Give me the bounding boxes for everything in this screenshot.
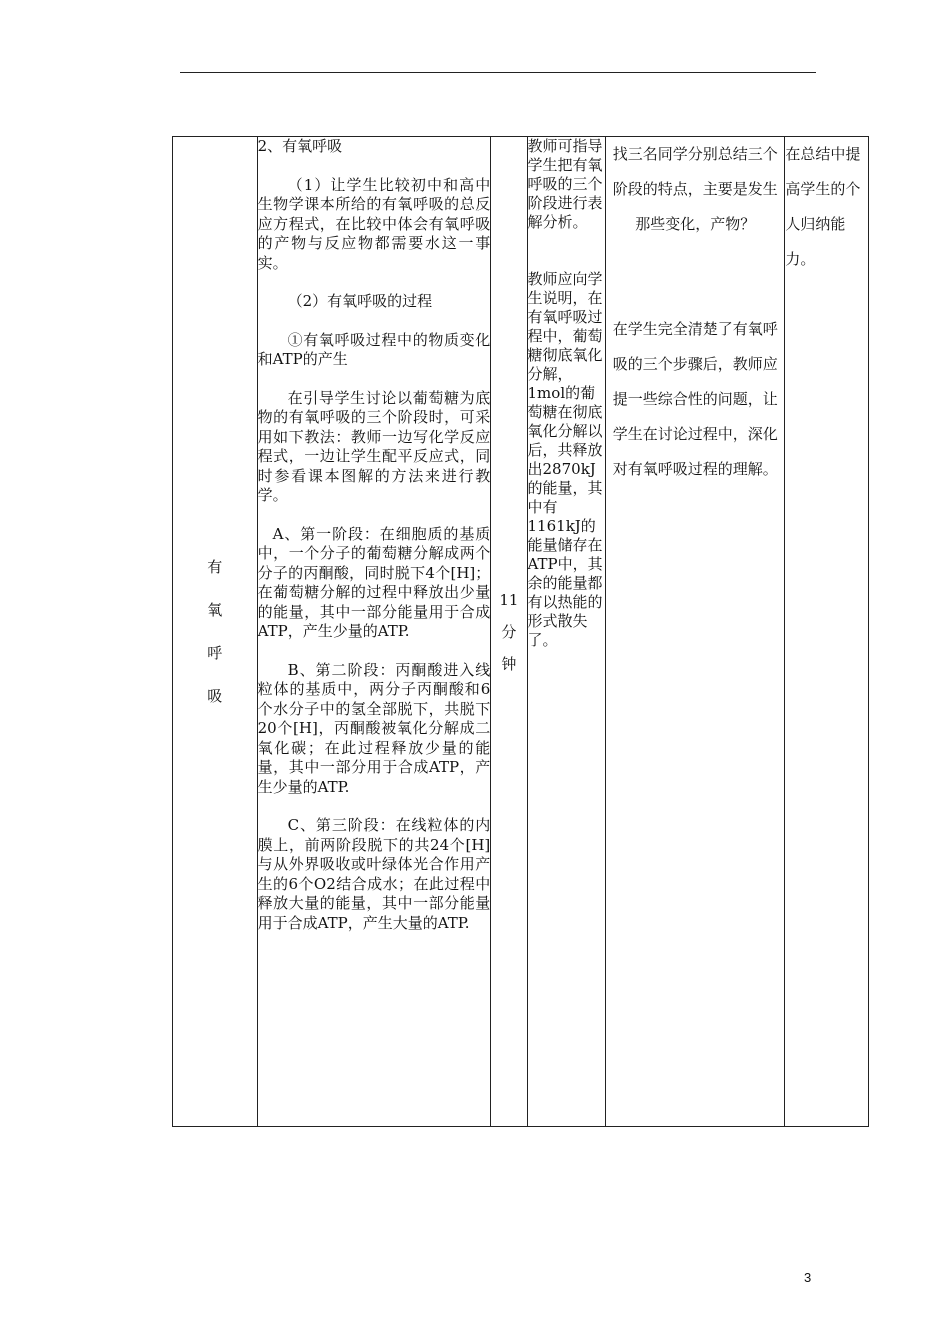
time-cell (491, 137, 527, 1127)
content-stage-c: C、第三阶段：在线粒体的内膜上，前两阶段脱下的共24个[H]与从外界吸收或叶绿体光合作用产生的6个O2结合成水；在此过程中释放大量的能量，其中一部分能量用于合成ATP，产生大量的ATP. (257, 816, 491, 932)
topic-cell (173, 137, 258, 1127)
student-activity-2: 在学生完全清楚了有氧呼吸的三个步骤后，教师应提一些综合性的问题，让学生在讨论过程中，深化对有氧呼吸过程的理解。 (612, 320, 778, 478)
content-para-material: ①有氧呼吸过程中的物质变化和ATP的产生 (257, 330, 491, 368)
content-stage-a: A、第一阶段：在细胞质的基质中，一个分子的葡萄糖分解成两个分子的丙酮酸，同时脱下4个[H]；在葡萄糖分解的过程中释放出少量的能量，其中一部分能量用于合成ATP，产生少量的ATP. (257, 524, 491, 640)
topic-char: 呼 (207, 643, 223, 662)
lesson-table (172, 136, 869, 1127)
topic-char: 有 (207, 557, 223, 576)
content-cell (257, 137, 491, 1127)
time-value: 11 (499, 590, 519, 609)
time-unit: 钟 (501, 654, 517, 673)
table-row (173, 137, 869, 1127)
topic-char: 吸 (207, 686, 223, 705)
content-para-method: 在引导学生讨论以葡萄糖为底物的有氧呼吸的三个阶段时，可采用如下教法：教师一边写化学反应程式，一边让学生配平反应式，同时参看课本图解的方法来进行教学。 (257, 388, 491, 504)
teacher-note-1: 教师可指导学生把有氧呼吸的三个阶段进行表解分析。 (527, 137, 603, 231)
student-activity-cell (606, 137, 785, 1127)
teacher-note-cell (527, 137, 606, 1127)
time-unit: 分 (501, 622, 517, 641)
header-rule (180, 72, 816, 73)
topic-char: 氧 (207, 600, 223, 619)
content-para-compare: （1）让学生比较初中和高中生物学课本所给的有氧呼吸的总反应方程式，在比较中体会有氧呼吸的产物与反应物都需要水这一事实。 (257, 175, 491, 272)
goal-text: 在总结中提高学生的个人归纳能力。 (785, 145, 861, 268)
content-stage-b: B、第二阶段：丙酮酸进入线粒体的基质中，两分子丙酮酸和6个水分子中的氢全部脱下，共脱下20个[H]，丙酮酸被氧化分解成二氧化碳；在此过程释放少量的能量，其中一部分用于合成ATP，产生少量的ATP. (257, 660, 491, 796)
goal-cell (785, 137, 869, 1127)
content-heading: 2、有氧呼吸 (257, 137, 343, 155)
page-number: 3 (804, 1270, 812, 1285)
content-para-process: （2）有氧呼吸的过程 (287, 292, 433, 310)
teacher-note-2: 教师应向学生说明，在有氧呼吸过程中，葡萄糖彻底氧化分解，1mol的葡萄糖在彻底氧化分解以后，共释放出2870kJ的能量，其中有1161kJ的能量储存在ATP中，其余的能量都有以热能的形式散失了。 (527, 270, 603, 649)
student-activity-1: 找三名同学分别总结三个阶段的特点，主要是发生那些变化，产物？ (612, 145, 778, 233)
